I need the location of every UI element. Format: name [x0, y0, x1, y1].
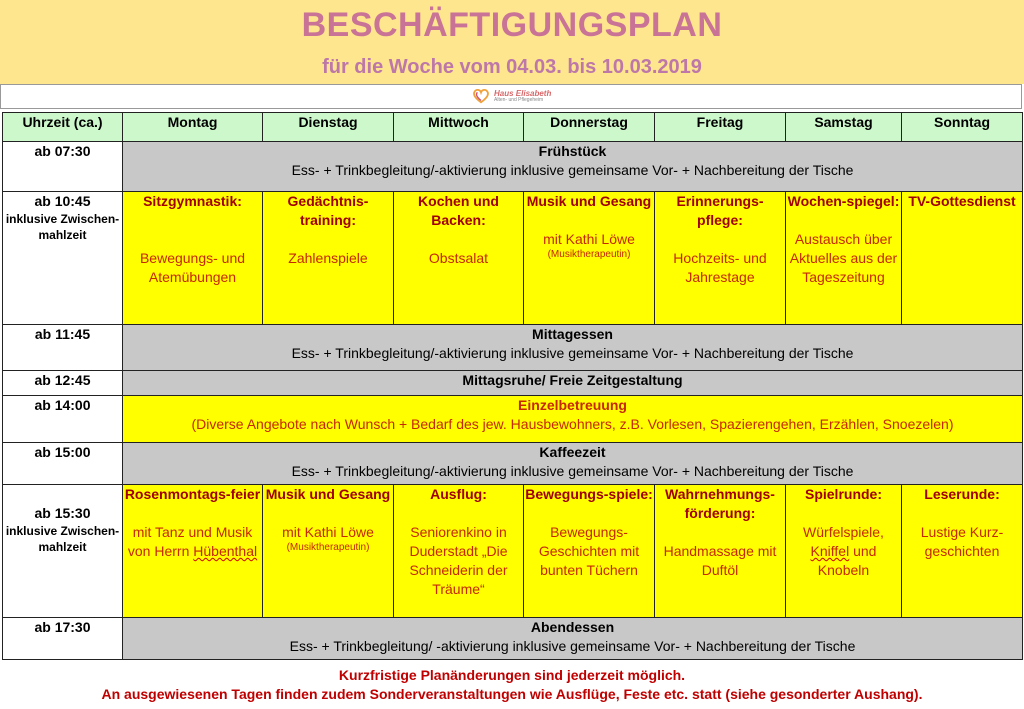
activity-title: Ausflug: — [430, 486, 487, 502]
column-header-wednesday: Mittwoch — [394, 113, 524, 142]
table-row — [3, 485, 1023, 618]
table-row — [3, 325, 1023, 371]
time-label: ab 10:45 — [34, 193, 91, 209]
time-note: inklusive Zwischen-mahlzeit — [5, 212, 120, 242]
footer-note: Kurzfristige Planänderungen sind jederzeit möglich. — [338, 667, 686, 683]
activity-description-part: Kniffel — [810, 543, 850, 559]
activity-description: Ess- + Trinkbegleitung/ -aktivierung inklusive gemeinsame Vor- + Nachbereitung der Tische — [289, 638, 856, 654]
rest-cell: Mittagsruhe/ Freie Zeitgestaltung — [123, 371, 1023, 396]
activity-title: Bewegungs-spiele: — [525, 486, 653, 502]
activity-description-part: mit Tanz und Musik von — [127, 524, 253, 559]
page-subtitle: für die Woche vom 04.03. bis 10.03.2019 — [322, 56, 702, 78]
header-banner — [0, 0, 1024, 84]
activity-title: Spielrunde: — [804, 486, 882, 502]
activity-cell-thursday — [524, 192, 655, 325]
activity-cell-sunday — [902, 485, 1023, 618]
activity-title: Abendessen — [530, 619, 615, 635]
activity-description: mit Kathi Löwe — [282, 524, 374, 540]
column-header-thursday: Donnerstag — [524, 113, 655, 142]
activity-cell-thursday — [524, 485, 655, 618]
activity-note: (Musiktherapeutin) — [547, 249, 631, 260]
activity-cell-wednesday — [394, 192, 524, 325]
activity-title: Musik und Gesang — [526, 193, 652, 209]
activity-cell-friday — [655, 485, 786, 618]
time-cell — [3, 485, 123, 618]
lunch-cell — [123, 325, 1023, 371]
logo-subtitle: Alten- und Pflegeheim — [494, 96, 544, 103]
activity-title: Wochen-spiegel: — [787, 193, 900, 209]
activity-title: Kochen und Backen: — [418, 193, 499, 228]
activity-description: Zahlenspiele — [288, 250, 368, 266]
time-note: inklusive Zwischen-mahlzeit — [5, 524, 120, 554]
footer-note: An ausgewiesenen Tagen finden zudem Sonderveranstaltungen wie Ausflüge, Feste etc. statt (siehe gesonderter Aushang). — [101, 686, 923, 702]
table-row — [3, 142, 1023, 192]
activity-description-part: Würfelspiele, — [803, 524, 884, 540]
column-header-sunday: Sonntag — [902, 113, 1023, 142]
activity-description: Bewegungs-Geschichten mit bunten Tüchern — [538, 524, 640, 578]
table-row — [3, 192, 1023, 325]
activity-description: Austausch über Aktuelles aus der Tageszeitung — [789, 231, 898, 285]
activity-cell-monday — [123, 485, 263, 618]
activity-description: Bewegungs- und Atemübungen — [139, 250, 246, 285]
logo — [472, 86, 551, 106]
activity-description: Hochzeits- und Jahrestage — [673, 250, 767, 285]
activity-description: (Diverse Angebote nach Wunsch + Bedarf des jew. Hausbewohners, z.B. Vorlesen, Spazierengehen, Erzählen, Snoezelen) — [191, 416, 954, 432]
activity-description: Handmassage mit Duftöl — [663, 543, 777, 578]
activity-description: Seniorenkino in Duderstadt „Die Schneiderin der Träume“ — [409, 524, 508, 597]
activity-title: TV-Gottesdienst — [908, 193, 1016, 209]
table-row — [3, 443, 1023, 485]
activity-title: Kaffeezeit — [539, 444, 606, 460]
activity-title: Einzelbetreuung — [518, 397, 627, 413]
time-cell: ab 07:30 — [3, 142, 123, 192]
activity-title: Musik und Gesang — [265, 486, 391, 502]
activity-title: Leserunde: — [924, 486, 1000, 502]
activity-description — [123, 523, 262, 561]
activity-title: Mittagessen — [532, 326, 613, 342]
activity-title: Erinnerungs-pflege: — [676, 193, 764, 228]
activity-description: Ess- + Trinkbegleitung/-aktivierung inklusive gemeinsame Vor- + Nachbereitung der Tische — [291, 162, 854, 178]
time-cell: ab 14:00 — [3, 396, 123, 443]
activity-cell-friday — [655, 192, 786, 325]
activity-cell-tuesday — [263, 485, 394, 618]
breakfast-cell — [123, 142, 1023, 192]
activity-title: Frühstück — [538, 143, 607, 159]
header-row — [3, 113, 1023, 142]
coffee-cell — [123, 443, 1023, 485]
individual-care-cell — [123, 396, 1023, 443]
table-row — [3, 618, 1023, 660]
time-cell: ab 12:45 — [3, 371, 123, 396]
activity-description — [786, 523, 901, 580]
column-header-monday: Montag — [123, 113, 263, 142]
page-title: BESCHÄFTIGUNGSPLAN — [301, 6, 723, 44]
time-cell — [3, 192, 123, 325]
activity-description-part: Herrn — [154, 543, 190, 559]
activity-cell-saturday — [786, 192, 902, 325]
schedule-table — [2, 112, 1023, 660]
time-cell: ab 15:00 — [3, 443, 123, 485]
activity-cell-tuesday — [263, 192, 394, 325]
column-header-tuesday: Dienstag — [263, 113, 394, 142]
time-cell: ab 17:30 — [3, 618, 123, 660]
activity-description: Ess- + Trinkbegleitung/-aktivierung inklusive gemeinsame Vor- + Nachbereitung der Tische — [291, 463, 854, 479]
activity-description: Obstsalat — [428, 250, 489, 266]
activity-title: Wahrnehmungs-förderung: — [665, 486, 775, 521]
dinner-cell — [123, 618, 1023, 660]
activity-cell-monday — [123, 192, 263, 325]
activity-description-part: und Knobeln — [817, 543, 877, 578]
activity-note: (Musiktherapeutin) — [286, 542, 370, 553]
activity-cell-wednesday — [394, 485, 524, 618]
activity-title: Rosenmontags-feier — [124, 486, 261, 502]
time-label: ab 15:30 — [34, 505, 91, 521]
time-cell: ab 11:45 — [3, 325, 123, 371]
activity-cell-sunday — [902, 192, 1023, 325]
column-header-saturday: Samstag — [786, 113, 902, 142]
activity-title: Sitzgymnastik: — [143, 193, 242, 209]
activity-description-part: Hübenthal — [193, 543, 258, 559]
activity-description: mit Kathi Löwe — [543, 231, 635, 247]
table-row — [3, 396, 1023, 443]
activity-cell-saturday — [786, 485, 902, 618]
column-header-time: Uhrzeit (ca.) — [3, 113, 123, 142]
activity-description: Ess- + Trinkbegleitung/-aktivierung inklusive gemeinsame Vor- + Nachbereitung der Tische — [291, 345, 854, 361]
column-header-friday: Freitag — [655, 113, 786, 142]
activity-title: Gedächtnis-training: — [287, 193, 369, 228]
heart-icon — [472, 87, 490, 105]
logo-name: Haus Elisabeth — [494, 88, 552, 98]
table-row — [3, 371, 1023, 396]
activity-description: Lustige Kurz-geschichten — [920, 524, 1004, 559]
